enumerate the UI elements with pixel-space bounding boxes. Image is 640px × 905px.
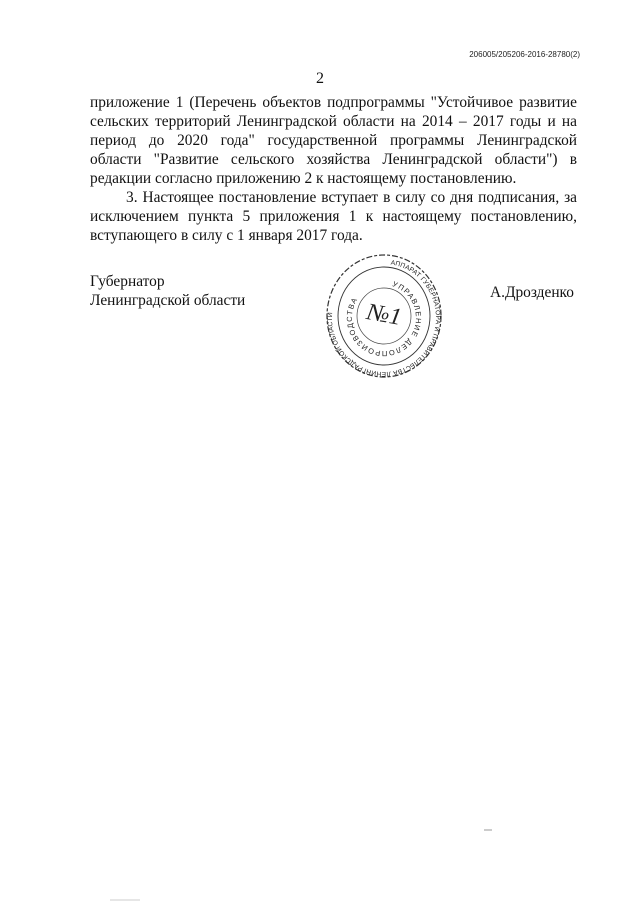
- signature-title-line1: Губернатор: [90, 273, 165, 290]
- document-id: 206005/205206-2016-28780(2): [469, 50, 580, 59]
- stamp-number: №1: [364, 299, 404, 331]
- paragraph-item-3: 3. Настоящее постановление вступает в силу со дня подписания, за исключением пункта 5 приложения 1 к настоящему постановлению, вступающего в силу с 1 января 2017 года.: [90, 189, 577, 244]
- signature-name: А.Дрозденко: [490, 284, 574, 301]
- page-number: 2: [316, 70, 324, 87]
- signature-title-line2: Ленинградской области: [90, 292, 246, 309]
- paragraph-intro: приложение 1 (Перечень объектов подпрограммы "Устойчивое развитие сельских территорий Ленинградской области на 2014 – 2017 годы и на период до 2020 года" государственной программы Ленинградской области "Развитие сельского хозяйства Ленинградской области") в редакции согласно приложению 2 к настоящему постановлению.: [90, 94, 577, 187]
- stamp-outer-text: АППАРАТ ГУБЕРНАТОРА И ПРАВИТЕЛЬСТВА ЛЕНИНГРАДСКОЙ ОБЛАСТИ: [326, 259, 441, 378]
- stamp-inner-text: УПРАВЛЕНИЕ ДЕЛОПРОИЗВОДСТВА: [344, 279, 424, 359]
